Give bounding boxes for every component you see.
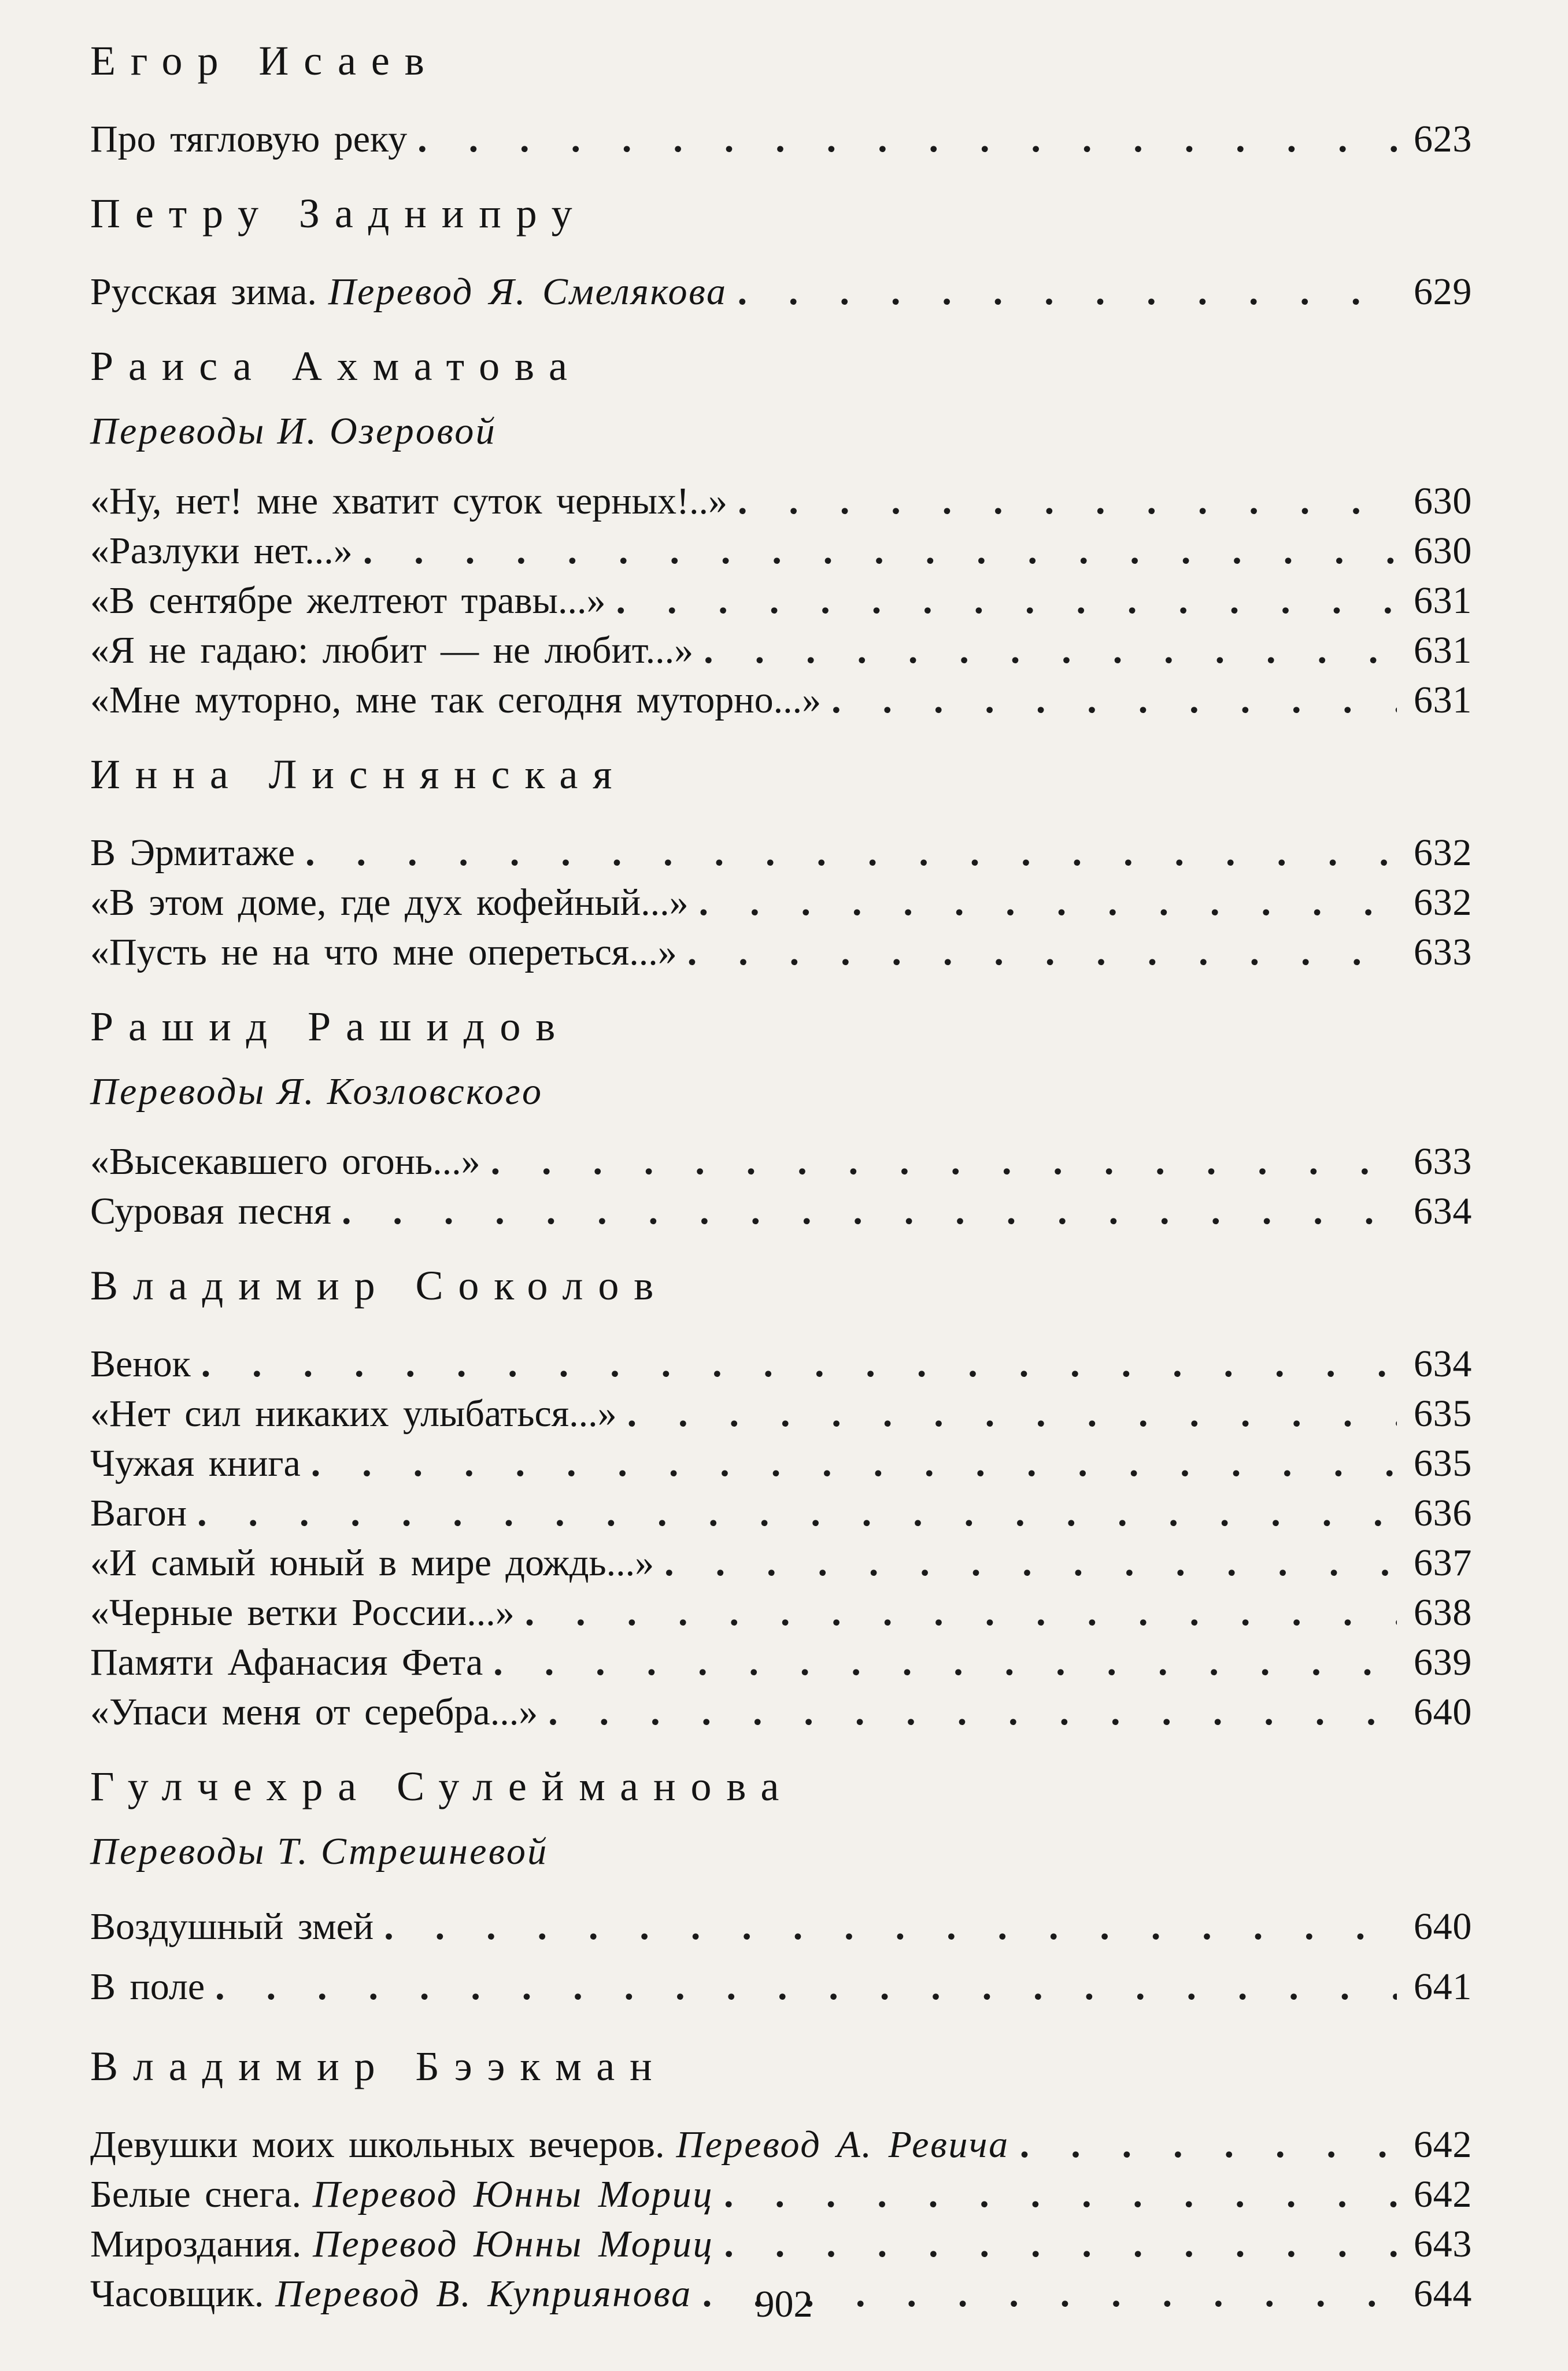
entry-title bbox=[90, 1538, 654, 1588]
toc-entry bbox=[90, 1538, 1472, 1588]
entry-title bbox=[90, 2219, 713, 2269]
entry-title-text: Чужая книга bbox=[90, 1442, 301, 1484]
author-name: Петру Заднипру bbox=[90, 190, 587, 237]
toc-entry bbox=[90, 1957, 1472, 2017]
toc-entry bbox=[90, 477, 1472, 526]
entry-title bbox=[90, 1339, 191, 1389]
toc-entry bbox=[90, 2170, 1472, 2219]
entry-page-number: 642 bbox=[1414, 2173, 1472, 2215]
dot-leader bbox=[693, 626, 1397, 675]
dot-leader bbox=[353, 526, 1397, 576]
entry-title bbox=[90, 828, 295, 878]
author-name: Владимир Соколов bbox=[90, 1262, 669, 1309]
entry-title bbox=[90, 1137, 480, 1187]
toc-entry bbox=[90, 1137, 1472, 1187]
toc-entry bbox=[90, 626, 1472, 675]
dot-leader bbox=[480, 1137, 1397, 1187]
entry-page-number: 635 bbox=[1414, 1442, 1472, 1484]
toc-entry bbox=[90, 1439, 1472, 1489]
entry-translation: Перевод В. Куприянова bbox=[275, 2273, 692, 2315]
entry-title bbox=[90, 267, 727, 317]
entry-title-text: «Высекавшего огонь...» bbox=[90, 1140, 480, 1183]
entry-page-number: 631 bbox=[1414, 679, 1472, 721]
entry-page-number: 638 bbox=[1414, 1591, 1472, 1634]
entry-title-text: Русская зима. bbox=[90, 271, 317, 313]
entry-page-number: 642 bbox=[1414, 2123, 1472, 2166]
entry-page-number: 629 bbox=[1414, 271, 1472, 313]
toc-entry bbox=[90, 1588, 1472, 1638]
dot-leader bbox=[331, 1187, 1397, 1236]
entry-title bbox=[90, 1187, 331, 1236]
dot-leader bbox=[713, 2170, 1397, 2219]
author-name: Раиса Ахматова bbox=[90, 343, 582, 389]
entry-page-number: 630 bbox=[1414, 480, 1472, 522]
entry-title bbox=[90, 1638, 483, 1687]
entry-title bbox=[90, 1389, 617, 1439]
entry-title bbox=[90, 1439, 301, 1489]
entry-title bbox=[90, 477, 727, 526]
dot-leader bbox=[727, 267, 1397, 317]
entry-title bbox=[90, 115, 407, 164]
dot-leader bbox=[295, 828, 1397, 878]
entry-translation: Перевод Юнны Мориц bbox=[313, 2223, 714, 2265]
author-name: Егор Исаев bbox=[90, 38, 439, 84]
dot-leader bbox=[689, 878, 1397, 928]
entry-list bbox=[90, 1897, 1472, 2017]
toc-entry bbox=[90, 1389, 1472, 1439]
page-number-footer: 902 bbox=[755, 2283, 813, 2325]
entry-page-number: 631 bbox=[1414, 579, 1472, 622]
entry-page-number: 636 bbox=[1414, 1492, 1472, 1534]
entry-title bbox=[90, 576, 606, 626]
entry-page-number: 639 bbox=[1414, 1641, 1472, 1683]
entry-title bbox=[90, 878, 689, 928]
entry-list bbox=[90, 267, 1472, 317]
entry-list bbox=[90, 477, 1472, 725]
translator-credit: Переводы И. Озеровой bbox=[90, 410, 497, 452]
toc-entry bbox=[90, 1339, 1472, 1389]
dot-leader bbox=[821, 675, 1397, 725]
entry-title-text: Девушки моих школьных вечеров. bbox=[90, 2123, 665, 2166]
toc-entry bbox=[90, 1897, 1472, 1957]
entry-translation: Перевод Юнны Мориц bbox=[312, 2173, 714, 2215]
toc-entry bbox=[90, 1687, 1472, 1737]
entry-page-number: 644 bbox=[1414, 2273, 1472, 2315]
entry-page-number: 635 bbox=[1414, 1393, 1472, 1435]
entry-page-number: 632 bbox=[1414, 832, 1472, 874]
toc-section bbox=[90, 2040, 1472, 2319]
entry-title-text: «Мне муторно, мне так сегодня муторно...» bbox=[90, 679, 822, 721]
entry-page-number: 634 bbox=[1414, 1190, 1472, 1232]
entry-list bbox=[90, 1339, 1472, 1737]
entry-list bbox=[90, 828, 1472, 977]
dot-leader bbox=[1009, 2120, 1397, 2170]
entry-title bbox=[90, 1957, 205, 2017]
entry-title-text: Белые снега. bbox=[90, 2173, 301, 2215]
entry-list bbox=[90, 1137, 1472, 1236]
author-name: Владимир Бээкман bbox=[90, 2043, 667, 2089]
toc-entry bbox=[90, 115, 1472, 164]
table-of-contents bbox=[90, 35, 1472, 2342]
toc-section bbox=[90, 187, 1472, 317]
entry-page-number: 632 bbox=[1414, 881, 1472, 924]
author-name: Гулчехра Сулейманова bbox=[90, 1763, 794, 1809]
dot-leader bbox=[187, 1489, 1397, 1538]
toc-entry bbox=[90, 1489, 1472, 1538]
entry-page-number: 637 bbox=[1414, 1542, 1472, 1584]
entry-title-text: «Черные ветки России...» bbox=[90, 1591, 515, 1634]
toc-section bbox=[90, 1000, 1472, 1236]
entry-title-text: «В этом доме, где дух кофейный...» bbox=[90, 881, 689, 924]
toc-entry bbox=[90, 2219, 1472, 2269]
dot-leader bbox=[301, 1439, 1397, 1489]
entry-title-text: В Эрмитаже bbox=[90, 832, 295, 874]
dot-leader bbox=[606, 576, 1397, 626]
entry-title bbox=[90, 2170, 713, 2219]
translator-credit: Переводы Я. Козловского bbox=[90, 1070, 543, 1113]
entry-title-text: Воздушный змей bbox=[90, 1905, 374, 1948]
toc-entry bbox=[90, 928, 1472, 977]
entry-title bbox=[90, 526, 353, 576]
dot-leader bbox=[205, 1957, 1397, 2017]
dot-leader bbox=[538, 1687, 1397, 1737]
toc-entry bbox=[90, 267, 1472, 317]
toc-section bbox=[90, 35, 1472, 164]
toc-entry bbox=[90, 1187, 1472, 1236]
entry-title-text: Мироздания. bbox=[90, 2223, 302, 2265]
toc-section bbox=[90, 1760, 1472, 2017]
entry-page-number: 633 bbox=[1414, 931, 1472, 973]
toc-entry bbox=[90, 576, 1472, 626]
dot-leader bbox=[677, 928, 1397, 977]
entry-page-number: 634 bbox=[1414, 1343, 1472, 1385]
entry-page-number: 643 bbox=[1414, 2223, 1472, 2265]
toc-entry bbox=[90, 526, 1472, 576]
toc-entry bbox=[90, 2120, 1472, 2170]
entry-title-text: Суровая песня bbox=[90, 1190, 331, 1232]
entry-title bbox=[90, 626, 693, 675]
dot-leader bbox=[515, 1588, 1397, 1638]
entry-title bbox=[90, 1897, 373, 1957]
entry-title bbox=[90, 1687, 538, 1737]
dot-leader bbox=[617, 1389, 1397, 1439]
entry-translation: Перевод А. Ревича bbox=[676, 2123, 1009, 2166]
entry-title bbox=[90, 928, 677, 977]
dot-leader bbox=[654, 1538, 1397, 1588]
entry-translation: Перевод Я. Смелякова bbox=[328, 271, 727, 313]
entry-page-number: 630 bbox=[1414, 530, 1472, 572]
toc-section bbox=[90, 340, 1472, 725]
entry-title-text: В поле bbox=[90, 1966, 205, 2008]
entry-title-text: Памяти Афанасия Фета bbox=[90, 1641, 483, 1683]
entry-page-number: 631 bbox=[1414, 629, 1472, 671]
entry-page-number: 641 bbox=[1414, 1966, 1472, 2008]
entry-title-text: Венок bbox=[90, 1343, 191, 1385]
translator-credit: Переводы Т. Стрешневой bbox=[90, 1830, 549, 1873]
entry-title bbox=[90, 1489, 187, 1538]
entry-title-text: Часовщик. bbox=[90, 2273, 264, 2315]
entry-title-text: «Пусть не на что мне опереться...» bbox=[90, 931, 677, 973]
dot-leader bbox=[191, 1339, 1397, 1389]
toc-entry bbox=[90, 675, 1472, 725]
toc-entry bbox=[90, 828, 1472, 878]
entry-title bbox=[90, 2120, 1009, 2170]
toc-section bbox=[90, 1260, 1472, 1737]
entry-page-number: 633 bbox=[1414, 1140, 1472, 1183]
dot-leader bbox=[373, 1897, 1397, 1957]
entry-title-text: «И самый юный в мире дождь...» bbox=[90, 1542, 654, 1584]
entry-title bbox=[90, 1588, 515, 1638]
entry-title-text: «Ну, нет! мне хватит суток черных!..» bbox=[90, 480, 727, 522]
entry-title-text: «В сентябре желтеют травы...» bbox=[90, 579, 606, 622]
entry-title-text: «Я не гадаю: любит — не любит...» bbox=[90, 629, 694, 671]
entry-title-text: «Упаси меня от серебра...» bbox=[90, 1691, 538, 1733]
entry-title-text: Про тягловую реку bbox=[90, 118, 408, 160]
entry-title bbox=[90, 675, 821, 725]
entry-page-number: 640 bbox=[1414, 1905, 1472, 1948]
author-name: Рашид Рашидов bbox=[90, 1003, 571, 1050]
toc-section bbox=[90, 748, 1472, 977]
author-name: Инна Лиснянская bbox=[90, 751, 627, 797]
entry-page-number: 640 bbox=[1414, 1691, 1472, 1733]
entry-title-text: «Нет сил никаких улыбаться...» bbox=[90, 1393, 617, 1435]
dot-leader bbox=[727, 477, 1397, 526]
entry-title-text: «Разлуки нет...» bbox=[90, 530, 353, 572]
entry-title-text: Вагон bbox=[90, 1492, 187, 1534]
dot-leader bbox=[713, 2219, 1397, 2269]
toc-entry bbox=[90, 1638, 1472, 1687]
toc-entry bbox=[90, 878, 1472, 928]
entry-page-number: 623 bbox=[1414, 118, 1472, 160]
dot-leader bbox=[407, 115, 1397, 164]
dot-leader bbox=[483, 1638, 1397, 1687]
entry-list bbox=[90, 115, 1472, 164]
